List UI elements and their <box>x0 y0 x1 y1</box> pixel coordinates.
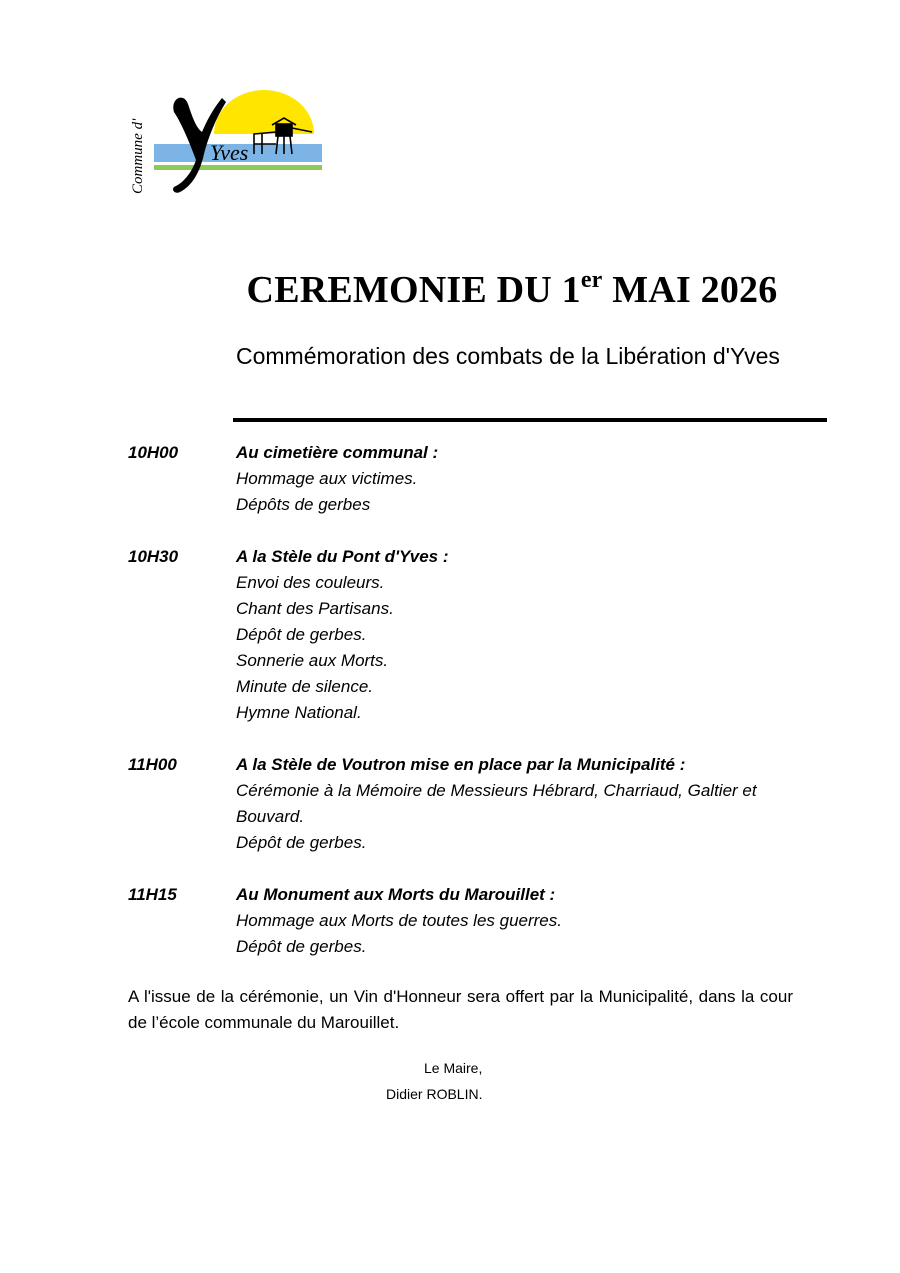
signature-role: Le Maire, <box>424 1060 483 1076</box>
event-line: Dépôt de gerbes. <box>236 937 367 956</box>
program-event <box>128 544 808 726</box>
event-details <box>236 882 808 960</box>
event-line: Chant des Partisans. <box>236 599 394 618</box>
subtitle: Commémoration des combats de la Libération d'Yves <box>236 343 780 369</box>
event-line: Dépôt de gerbes. <box>236 833 367 852</box>
sun-shape <box>214 90 314 134</box>
event-time: 11H00 <box>128 755 177 774</box>
title-superscript: er <box>580 267 603 293</box>
event-line: Dépôt de gerbes. <box>236 625 367 644</box>
event-time: 11H15 <box>128 885 177 904</box>
event-place: Au cimetière communal : <box>236 443 439 462</box>
event-place: Au Monument aux Morts du Marouillet : <box>236 885 556 904</box>
title-divider <box>233 418 827 422</box>
event-place: A la Stèle de Voutron mise en place par la Municipalité : <box>236 755 686 774</box>
page-title <box>232 268 792 312</box>
logo-commune-text: Commune d' <box>130 118 146 194</box>
event-line: Hommage aux victimes. <box>236 469 418 488</box>
logo-name-text: Yves <box>210 140 249 165</box>
commune-logo <box>126 88 326 196</box>
program-event <box>128 440 808 518</box>
event-details <box>236 440 808 518</box>
event-time: 10H00 <box>128 443 179 462</box>
event-details <box>236 752 808 856</box>
title-main: CEREMONIE DU 1 <box>246 269 581 311</box>
event-line: Minute de silence. <box>236 677 374 696</box>
event-line: Hommage aux Morts de toutes les guerres. <box>236 911 562 930</box>
grass-band <box>154 165 322 170</box>
event-line: Dépôts de gerbes <box>236 495 371 514</box>
title-end: MAI 2026 <box>602 269 778 311</box>
event-details <box>236 544 808 726</box>
event-line: Cérémonie à la Mémoire de Messieurs Hébrard, Charriaud, Galtier et Bouvard. <box>236 781 757 826</box>
event-line: Hymne National. <box>236 703 362 722</box>
closing-paragraph: A l'issue de la cérémonie, un Vin d'Honneur sera offert par la Municipalité, dans la cour de l’école communale du Marouillet. <box>128 987 793 1032</box>
ceremony-program <box>128 440 808 986</box>
event-time: 10H30 <box>128 547 179 566</box>
event-place: A la Stèle du Pont d'Yves : <box>236 547 449 566</box>
signature-name: Didier ROBLIN. <box>386 1086 483 1102</box>
program-event <box>128 882 808 960</box>
commune-logo-graphic <box>126 88 326 196</box>
event-line: Sonnerie aux Morts. <box>236 651 389 670</box>
event-line: Envoi des couleurs. <box>236 573 385 592</box>
program-event <box>128 752 808 856</box>
